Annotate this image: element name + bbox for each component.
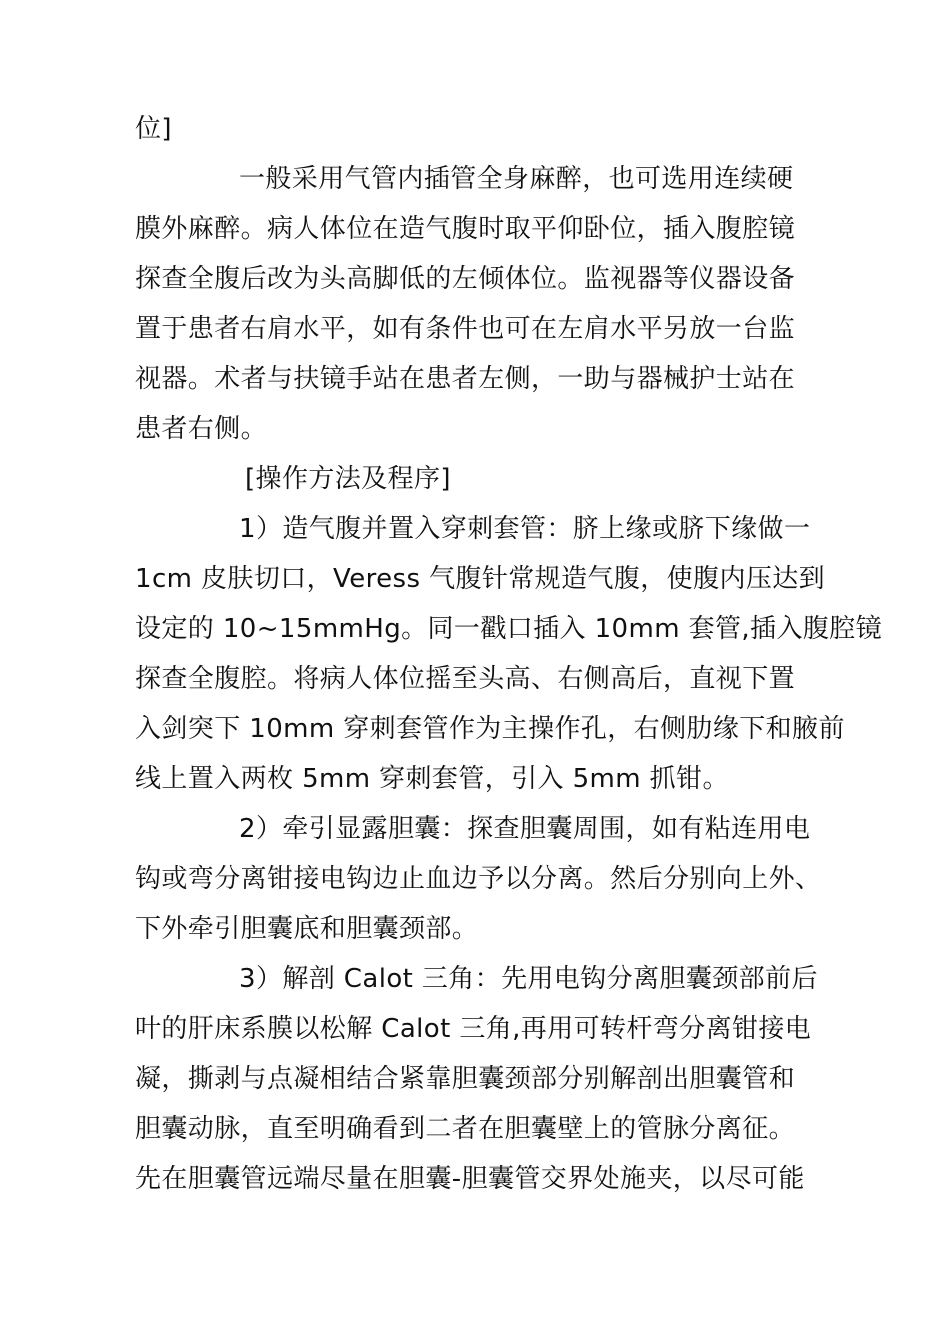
text-line: 位] — [135, 114, 172, 144]
text-line: 视器。术者与扶镜手站在患者左侧，一助与器械护士站在 — [135, 364, 796, 394]
text-line: 3）解剖 Calot 三角：先用电钩分离胆囊颈部前后 — [239, 964, 818, 994]
text-line: 下外牵引胆囊底和胆囊颈部。 — [135, 914, 479, 944]
section-heading: [操作方法及程序] — [245, 464, 451, 494]
text-line: 膜外麻醉。病人体位在造气腹时取平仰卧位，插入腹腔镜 — [135, 214, 796, 244]
text-line: 1）造气腹并置入穿刺套管：脐上缘或脐下缘做一 — [239, 514, 811, 544]
text-line: 线上置入两枚 5mm 穿刺套管，引入 5mm 抓钳。 — [135, 764, 729, 794]
text-line: 凝，撕剥与点凝相结合紧靠胆囊颈部分别解剖出胆囊管和 — [135, 1064, 796, 1094]
text-line: 2）牵引显露胆囊：探查胆囊周围，如有粘连用电 — [239, 814, 811, 844]
text-line: 一般采用气管内插管全身麻醉，也可选用连续硬 — [239, 164, 794, 194]
text-line: 患者右侧。 — [135, 414, 268, 444]
text-line: 钩或弯分离钳接电钩边止血边予以分离。然后分别向上外、 — [135, 864, 822, 894]
text-line: 胆囊动脉，直至明确看到二者在胆囊壁上的管脉分离征。 — [135, 1114, 796, 1144]
text-line: 探查全腹后改为头高脚低的左倾体位。监视器等仪器设备 — [135, 264, 796, 294]
text-line: 先在胆囊管远端尽量在胆囊-胆囊管交界处施夹，以尽可能 — [135, 1164, 805, 1194]
text-line: 设定的 10~15mmHg。同一戳口插入 10mm 套管,插入腹腔镜 — [135, 614, 883, 644]
text-line: 1cm 皮肤切口，Veress 气腹针常规造气腹，使腹内压达到 — [135, 564, 826, 594]
text-line: 探查全腹腔。将病人体位摇至头高、右侧高后，直视下置 — [135, 664, 796, 694]
text-line: 入剑突下 10mm 穿刺套管作为主操作孔，右侧肋缘下和腋前 — [135, 714, 845, 744]
document-body — [135, 104, 883, 1204]
text-line: 置于患者右肩水平，如有条件也可在左肩水平另放一台监 — [135, 314, 796, 344]
text-line: 叶的肝床系膜以松解 Calot 三角,再用可转杆弯分离钳接电 — [135, 1014, 812, 1044]
